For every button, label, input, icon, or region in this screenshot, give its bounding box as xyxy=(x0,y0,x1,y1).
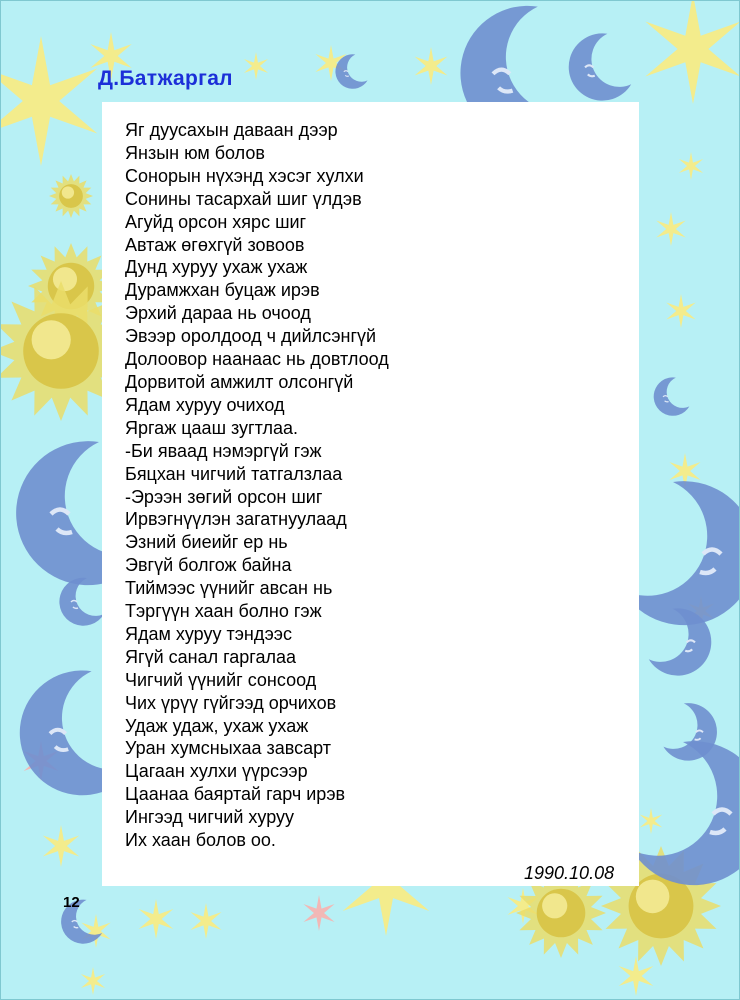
poem-line: Ядам хуруу тэндээс xyxy=(125,623,292,644)
poem-line: Цагаан хулхи үүрсээр xyxy=(125,761,308,782)
poem-line: Долоовор наанаас нь довтлоод xyxy=(125,349,389,370)
poem-line: Сонорын нүхэнд хэсэг хулхи xyxy=(125,165,364,186)
poem-line: Тиймээс үүнийг авсан нь xyxy=(125,578,333,599)
poem-line: Дурамжхан буцаж ирэв xyxy=(125,280,320,301)
poem-line: Эвээр оролдоод ч дийлсэнгүй xyxy=(125,326,377,347)
star-icon xyxy=(412,47,450,85)
star-icon xyxy=(136,899,176,939)
poem-date: 1990.10.08 xyxy=(524,863,615,883)
crescent-moon-icon xyxy=(651,376,691,416)
star-icon xyxy=(40,825,82,867)
star-icon xyxy=(654,212,688,246)
crescent-moon-icon xyxy=(661,701,721,761)
poem-text xyxy=(125,119,389,852)
crescent-moon-icon xyxy=(333,53,369,89)
poem-line: Яг дуусахын даваан дээр xyxy=(125,120,338,140)
poem-line: Бяцхан чигчий татгалзлаа xyxy=(125,463,343,484)
crescent-moon-icon xyxy=(56,576,106,626)
author-name: Д.Батжаргал xyxy=(98,67,233,90)
poem-line: Автаж өгөхгүй зовоов xyxy=(125,234,305,255)
poem-line: Ягүй санал гаргалаа xyxy=(125,646,296,667)
star-icon xyxy=(242,52,270,80)
star-icon xyxy=(301,895,337,931)
crescent-moon-icon xyxy=(646,606,716,676)
star-icon xyxy=(79,967,107,995)
poem-line: Дунд хуруу ухаж ухаж xyxy=(125,257,308,278)
poem-line: Ингээд чигчий хуруу xyxy=(125,807,295,828)
poem-line: Яргаж цааш зугтлаа. xyxy=(125,417,298,438)
poem-line: Тэргүүн хаан болно гэж xyxy=(125,601,322,622)
poem-line: Эрхий дараа нь очоод xyxy=(125,303,311,324)
page-number: 12 xyxy=(63,894,80,911)
poem-line: -Эрээн зөгий орсон шиг xyxy=(125,486,323,507)
poem-line: Удаж удаж, ухаж ухаж xyxy=(125,715,309,736)
poem-line: Чигчий үүнийг сонсоод xyxy=(125,669,317,690)
poem-line: Дорвитой амжилт олсонгүй xyxy=(125,371,354,392)
poem-line: Уран хумсныхаа завсарт xyxy=(125,738,331,759)
poem-line: Цаанаа баяртай гарч ирэв xyxy=(125,784,346,805)
poem-line: Их хаан болов оо. xyxy=(125,830,276,851)
star-icon xyxy=(677,152,705,180)
poem-line: -Би яваад нэмэргүй гэж xyxy=(125,440,322,461)
poem-line: Эвгүй болгож байна xyxy=(125,555,292,576)
poem-line: Сонины тасархай шиг үлдэв xyxy=(125,188,362,209)
poem-line: Агуйд орсон хярс шиг xyxy=(125,211,307,232)
poem-line: Ирвэгнүүлэн загатнуулаад xyxy=(125,509,347,530)
poem-line: Ядам хуруу очиход xyxy=(125,394,285,415)
crescent-moon-icon xyxy=(564,31,634,101)
star-icon xyxy=(638,0,740,104)
star-icon xyxy=(0,36,106,166)
sun-icon xyxy=(49,174,93,218)
poem-line: Янзын юм болов xyxy=(125,142,265,163)
poem-line: Чих үрүү гүйгээд орчихов xyxy=(125,692,337,713)
poem-line: Эзний биеийг ер нь xyxy=(125,532,288,553)
star-icon xyxy=(188,903,224,939)
star-icon xyxy=(664,294,698,328)
